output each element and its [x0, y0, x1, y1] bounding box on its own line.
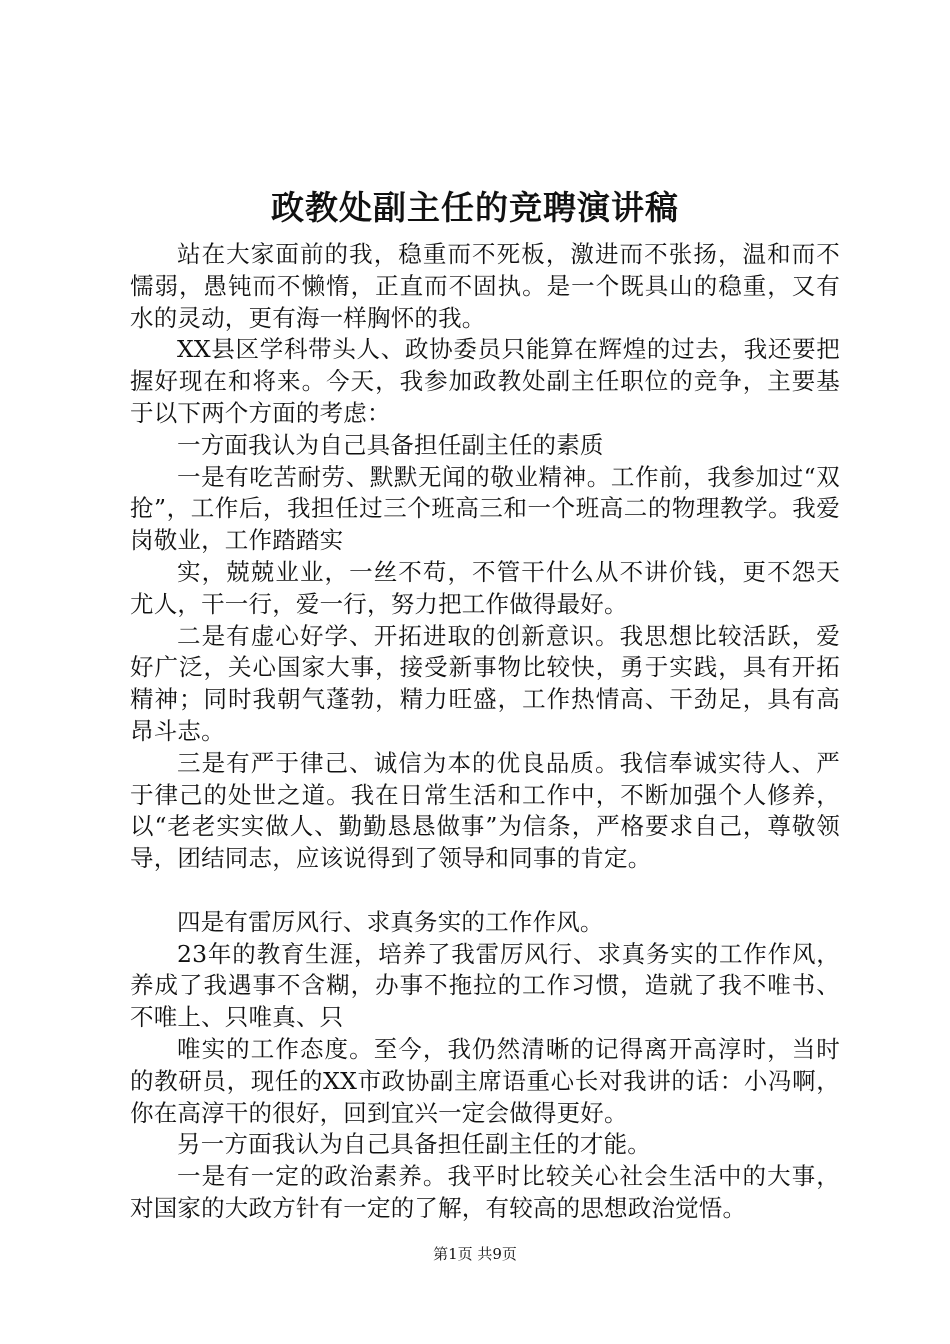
paragraph: 唯实的工作态度。至今，我仍然清晰的记得离开高淳时，当时的教研员，现任的XX市政协副主席语重心长对我讲的话：小冯啊，你在高淳干的很好，回到宜兴一定会做得更好。 [130, 1034, 840, 1127]
paragraph: 一是有一定的政治素养。我平时比较关心社会生活中的大事，对国家的大政方针有一定的了解，有较高的思想政治觉悟。 [130, 1162, 840, 1222]
document-title: 政教处副主任的竞聘演讲稿 [271, 188, 679, 227]
paragraph: 实，兢兢业业，一丝不苟，不管干什么从不讲价钱，更不怨天尤人，干一行，爱一行，努力把工作做得最好。 [130, 557, 840, 618]
paragraph: 站在大家面前的我，稳重而不死板，激进而不张扬，温和而不懦弱，愚钝而不懒惰，正直而不固执。是一个既具山的稳重，又有水的灵动，更有海一样胸怀的我。 [130, 240, 840, 332]
paragraph: 二是有虚心好学、开拓进取的创新意识。我思想比较活跃，爱好广泛，关心国家大事，接受新事物比较快，勇于实践，具有开拓精神；同时我朝气蓬勃，精力旺盛，工作热情高、干劲足，具有高昂斗志。 [130, 621, 840, 745]
page-number: 第1页 共9页 [433, 1245, 517, 1263]
paragraph: 三是有严于律己、诚信为本的优良品质。我信奉诚实待人、严于律己的处世之道。我在日常生活和工作中，不断加强个人修养，以“老老实实做人、勤勤恳恳做事”为信条，严格要求自己，尊敬领导，团结同志，应该说得到了领导和同事的肯定。 [130, 748, 840, 873]
paragraph: 一方面我认为自己具备担任副主任的素质 [177, 430, 604, 459]
document-body [130, 239, 840, 1225]
paragraph: 四是有雷厉风行、求真务实的工作作风。 [177, 907, 604, 936]
paragraph: 23年的教育生涯，培养了我雷厉风行、求真务实的工作作风，养成了我遇事不含糊，办事不拖拉的工作习惯，造就了我不唯书、不唯上、只唯真、只 [130, 939, 840, 1032]
paragraph: XX县区学科带头人、政协委员只能算在辉煌的过去，我还要把握好现在和将来。今天，我参加政教处副主任职位的竞争，主要基于以下两个方面的考虑： [130, 335, 840, 427]
paragraph: 一是有吃苦耐劳、默默无闻的敬业精神。工作前，我参加过“双抢”，工作后，我担任过三个班高三和一个班高二的物理教学。我爱岗敬业，工作踏踏实 [130, 462, 840, 555]
paragraph: 另一方面我认为自己具备担任副主任的才能。 [177, 1130, 651, 1159]
